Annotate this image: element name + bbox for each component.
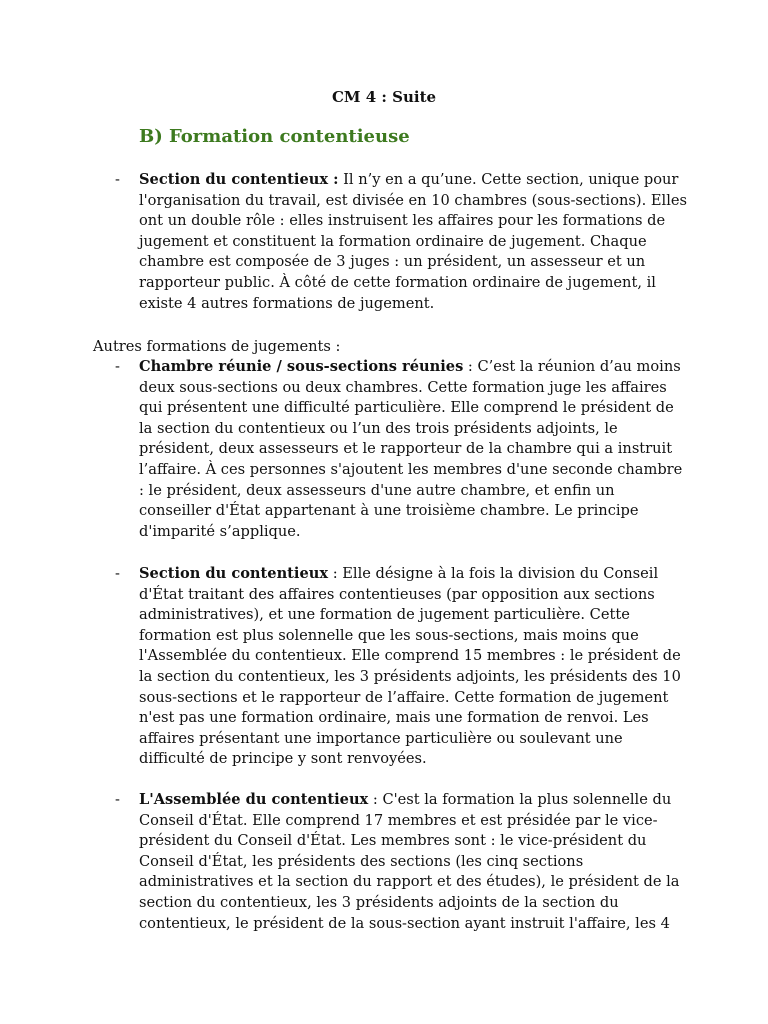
bullet-dash: - (115, 171, 120, 188)
list-item (115, 790, 691, 934)
list-item (115, 357, 691, 542)
list-item (115, 170, 691, 314)
bullet-dash: - (115, 565, 120, 582)
item-body: Il n’y en a qu’une. Cette section, unique pour l'organisation du travail, est divisée en 10 chambres (sous-sections). Elles ont un double rôle : elles instruisent les affaires pour les formations de jugement et constituent la formation ordinaire de jugement. Chaque chambre est composée de 3 juges : un président, un assesseur et un rapporteur public. À côté de cette formation ordinaire de jugement, il existe 4 autres formations de jugement. (139, 171, 687, 312)
list-item (115, 564, 691, 770)
document-title: CM 4 : Suite (331, 88, 437, 106)
bullet-dash: - (115, 358, 120, 375)
item-body: : C'est la formation la plus solennelle du Conseil d'État. Elle comprend 17 membres et est présidée par le vice-président du Conseil d'État. Les membres sont : le vice-président du Conseil d'État, les présidents des sections (les cinq sections administratives et la section du rapport et des études), le président de la section du contentieux, les 3 présidents adjoints de la section du contentieux, le président de la sous-section ayant instruit l'affaire, les 4 (139, 791, 680, 932)
item-lead: Section du contentieux : (139, 171, 339, 188)
item-body: : Elle désigne à la fois la division du Conseil d'État traitant des affaires contentieuses (par opposition aux sections administratives), et une formation de jugement particulière. Cette formation est plus solennelle que les sous-sections, mais moins que l'Assemblée du contentieux. Elle comprend 15 membres : le président de la section du contentieux, les 3 présidents adjoints, les présidents des 10 sous-sections et le rapporteur de l’affaire. Cette formation de jugement n'est pas une formation ordinaire, mais une formation de renvoi. Les affaires présentant une importance particulière ou soulevant une difficulté de principe y sont renvoyées. (139, 565, 681, 768)
item-lead: L'Assemblée du contentieux (139, 791, 369, 808)
item-lead: Section du contentieux (139, 565, 329, 582)
bullet-dash: - (115, 791, 120, 808)
item-body: : C’est la réunion d’au moins deux sous-sections ou deux chambres. Cette formation juge les affaires qui présentent une difficulté particulière. Elle comprend le président de la section du contentieux ou l’un des trois présidents adjoints, le président, deux assesseurs et le rapporteur de la chambre qui a instruit l’affaire. À ces personnes s'ajoutent les membres d'une seconde chambre : le président, deux assesseurs d'une autre chambre, et enfin un conseiller d'État appartenant à une troisième chambre. Le principe d'imparité s’applique. (139, 358, 683, 540)
item-lead: Chambre réunie / sous-sections réunies (139, 358, 464, 375)
section-heading: B) Formation contentieuse (139, 126, 410, 147)
autres-formations-label: Autres formations de jugements : (93, 338, 341, 355)
